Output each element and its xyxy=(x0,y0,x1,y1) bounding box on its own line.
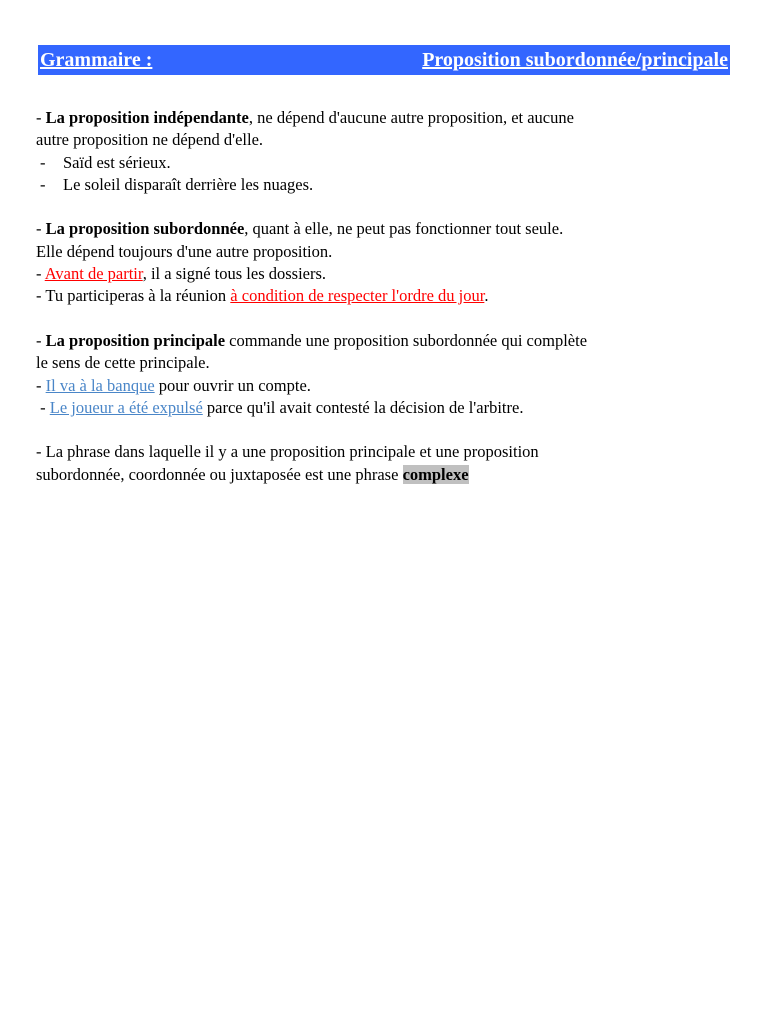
complexe-line2 xyxy=(36,464,736,486)
example-text: Saïd est sérieux. xyxy=(63,152,171,172)
dash: - xyxy=(36,397,50,417)
subordonnee-example-2 xyxy=(36,285,736,307)
dash: - xyxy=(36,330,46,350)
example-item xyxy=(36,174,736,196)
example-text: pour ouvrir un compte. xyxy=(154,375,311,395)
document-content xyxy=(36,107,736,486)
example-text: Le soleil disparaît derrière les nuages. xyxy=(63,174,314,194)
highlight-complexe: complexe xyxy=(402,464,469,484)
principale-definition-line2: le sens de cette principale. xyxy=(36,353,210,373)
independante-text: , ne dépend d'aucune autre proposition, et aucune xyxy=(248,108,574,127)
example-text: - Tu participeras à la réunion xyxy=(36,286,231,306)
subordonnee-definition-line1 xyxy=(36,218,736,240)
title-topic: Proposition subordonnée/principale xyxy=(422,49,728,71)
term-independante: La proposition indépendante xyxy=(45,108,249,127)
dash: - xyxy=(36,375,46,395)
principale-definition-line1 xyxy=(36,330,736,352)
spacer xyxy=(36,419,736,441)
dash: - xyxy=(36,108,46,127)
independante-definition-line1 xyxy=(36,107,736,129)
main-clause: Le joueur a été expulsé xyxy=(49,397,203,417)
main-clause: Il va à la banque xyxy=(45,375,155,395)
subordonnee-definition-line2: Elle dépend toujours d'une autre proposition. xyxy=(36,241,333,261)
principale-text: commande une proposition subordonnée qui complète xyxy=(225,330,588,350)
example-text: . xyxy=(484,286,489,306)
independante-definition-line2: autre proposition ne dépend d'elle. xyxy=(36,130,264,150)
term-subordonnee: La proposition subordonnée xyxy=(45,219,245,239)
subordonnee-text: , quant à elle, ne peut pas fonctionner tout seule. xyxy=(244,219,564,239)
example-text: , il a signé tous les dossiers. xyxy=(142,264,327,284)
subordonnee-example-1 xyxy=(36,263,736,285)
spacer xyxy=(36,196,736,218)
example-text: parce qu'il avait contesté la décision de l'arbitre. xyxy=(202,397,524,417)
subordinate-clause: Avant de partir xyxy=(44,264,143,284)
dash: - xyxy=(36,219,46,239)
complexe-text: subordonnée, coordonnée ou juxtaposée est une phrase xyxy=(36,464,403,484)
dash: - xyxy=(36,264,45,284)
dash: - xyxy=(40,174,46,194)
complexe-line1: - La phrase dans laquelle il y a une proposition principale et une proposition xyxy=(36,442,539,462)
principale-example-1 xyxy=(36,375,736,397)
title-bar xyxy=(38,45,730,75)
title-grammaire: Grammaire : xyxy=(40,49,153,71)
dash: - xyxy=(40,152,46,172)
example-item xyxy=(36,152,736,174)
subordinate-clause: à condition de respecter l'ordre du jour xyxy=(230,286,485,306)
term-principale: La proposition principale xyxy=(45,330,226,350)
spacer xyxy=(36,308,736,330)
principale-example-2 xyxy=(36,397,736,419)
document-page xyxy=(36,45,736,486)
